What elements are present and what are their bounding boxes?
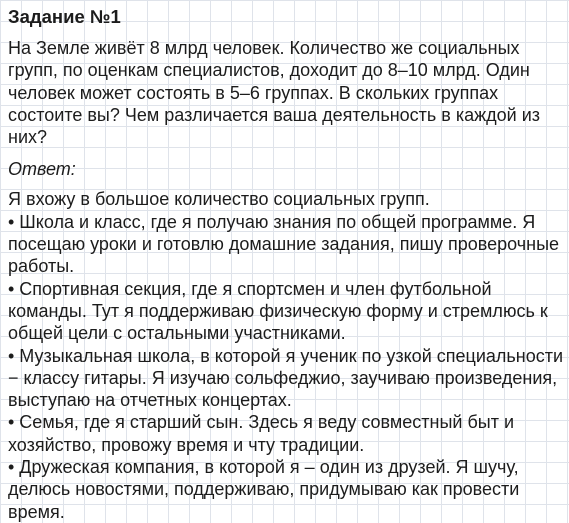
task-title: Задание №1 [8,6,121,27]
answer-intro: Я вхожу в большое количество социальных групп. [8,189,430,210]
answer-list [8,211,564,523]
answer-item-school: • Школа и класс, где я получаю знания по общей программе. Я посещаю уроки и готовлю домашние задания, пишу проверочные работы. [8,211,560,277]
answer-item-sports: • Спортивная секция, где я спортсмен и член футбольной команды. Тут я поддерживаю физическую форму и стремлюсь к общей цели с остальными участниками. [8,278,548,344]
answer-item-friends: • Дружеская компания, в которой я – один из друзей. Я шучу, делюсь новостями, поддерживаю, придумываю как провести время. [8,457,520,522]
answer-item-family: • Семья, где я старший сын. Здесь я веду совместный быт и хозяйство, провожу время и чту традиции. [8,412,515,455]
answer-item-music-school: • Музыкальная школа, в которой я ученик по узкой специальности − классу гитары. Я изучаю сольфеджио, заучиваю произведения, выступаю на отчетных концертах. [8,345,564,411]
worksheet-page [8,6,564,523]
answer-label: Ответ: [8,159,76,180]
task-question: На Земле живёт 8 млрд человек. Количество же социальных групп, по оценкам специалистов, доходит до 8–10 млрд. Один человек может состоять в 5–6 группах. В скольких группах состоите вы? Чем различается ваша деятельность в каждой из них? [8,38,541,148]
